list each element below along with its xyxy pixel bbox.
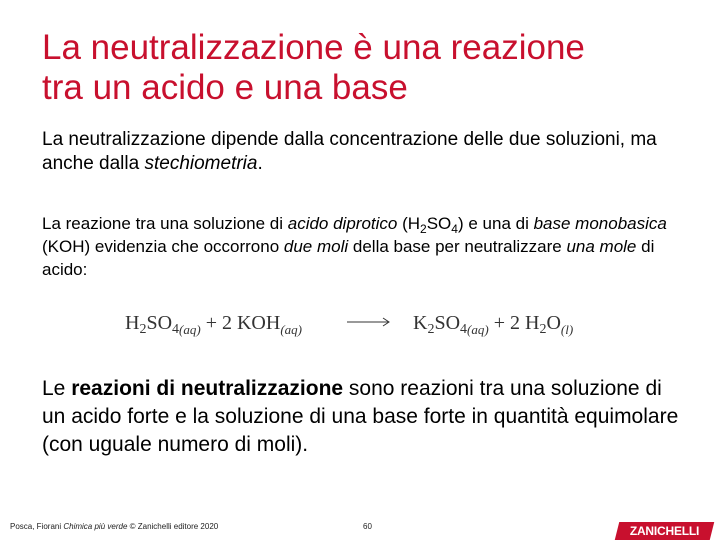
paragraph-intro [42,128,682,176]
diprotic-text-6: della base per neutralizzare [348,237,567,256]
diprotic-italic-base: base monobasica [533,214,667,233]
diprotic-sub-4: 4 [451,222,458,236]
diprotic-text-5: (KOH) evidenzia che occorrono [42,237,284,256]
footer-credit [10,522,218,532]
zanichelli-logo [617,518,712,540]
eq-l3-state: (aq) [280,322,302,337]
definition-bold-term: reazioni di neutralizzazione [71,377,344,400]
slide-title-line2: tra un acido e una base [42,68,408,107]
intro-period: . [257,153,263,174]
eq-r1-sub: 2 [427,322,435,337]
diprotic-sub-2: 2 [420,222,427,236]
eq-l3: + 2 KOH [200,312,281,334]
intro-italic-term: stechiometria [144,153,258,174]
footer-publisher: © Zanichelli editore 2020 [127,522,219,531]
reaction-arrow-icon [347,315,391,329]
eq-r3-sub: 2 [539,322,547,337]
diprotic-text-7: di acido: [42,237,655,279]
diprotic-text-3: SO [426,214,452,233]
eq-l2-state: (aq) [179,322,201,337]
diprotic-italic-two-moles: due moli [283,237,349,256]
eq-l2-sub: 4 [172,322,180,337]
equation-reactants [125,312,302,338]
page-number: 60 [363,522,372,531]
eq-l1-sub: 2 [139,322,147,337]
diprotic-text-2: (H [397,214,421,233]
equation-products [413,312,573,338]
eq-r2-state: (aq) [467,322,489,337]
eq-l1: H [125,312,140,334]
eq-r2: SO [434,312,461,334]
eq-r4-state: (l) [560,322,574,337]
diprotic-text-4: ) e una di [457,214,534,233]
paragraph-definition [42,375,682,459]
diprotic-text-1: La reazione tra una soluzione di [42,214,288,233]
paragraph-diprotic [42,212,682,281]
eq-r3: + 2 H [488,312,540,334]
definition-text-1: Le [42,377,72,400]
eq-r4: O [546,312,561,334]
definition-text-2: sono reazioni tra una soluzione di un acido forte e la soluzione di una base forte in quantità equimolare (con uguale numero di moli). [42,377,679,456]
chemical-equation [125,312,625,342]
logo-text: ZANICHELLI [629,524,700,538]
diprotic-italic-one-mole: una mole [566,237,637,256]
intro-text: La neutralizzazione dipende dalla concentrazione delle due soluzioni, ma anche dalla [42,129,657,174]
eq-l2: SO [146,312,173,334]
diprotic-italic-acid: acido diprotico [287,214,398,233]
footer-authors: Posca, Fiorani [10,522,64,531]
eq-r1: K [413,312,428,334]
eq-r2-sub: 4 [460,322,468,337]
slide-title [42,28,692,108]
footer-book-title: Chimica più verde [63,522,128,531]
slide-title-line1: La neutralizzazione è una reazione [42,28,585,67]
